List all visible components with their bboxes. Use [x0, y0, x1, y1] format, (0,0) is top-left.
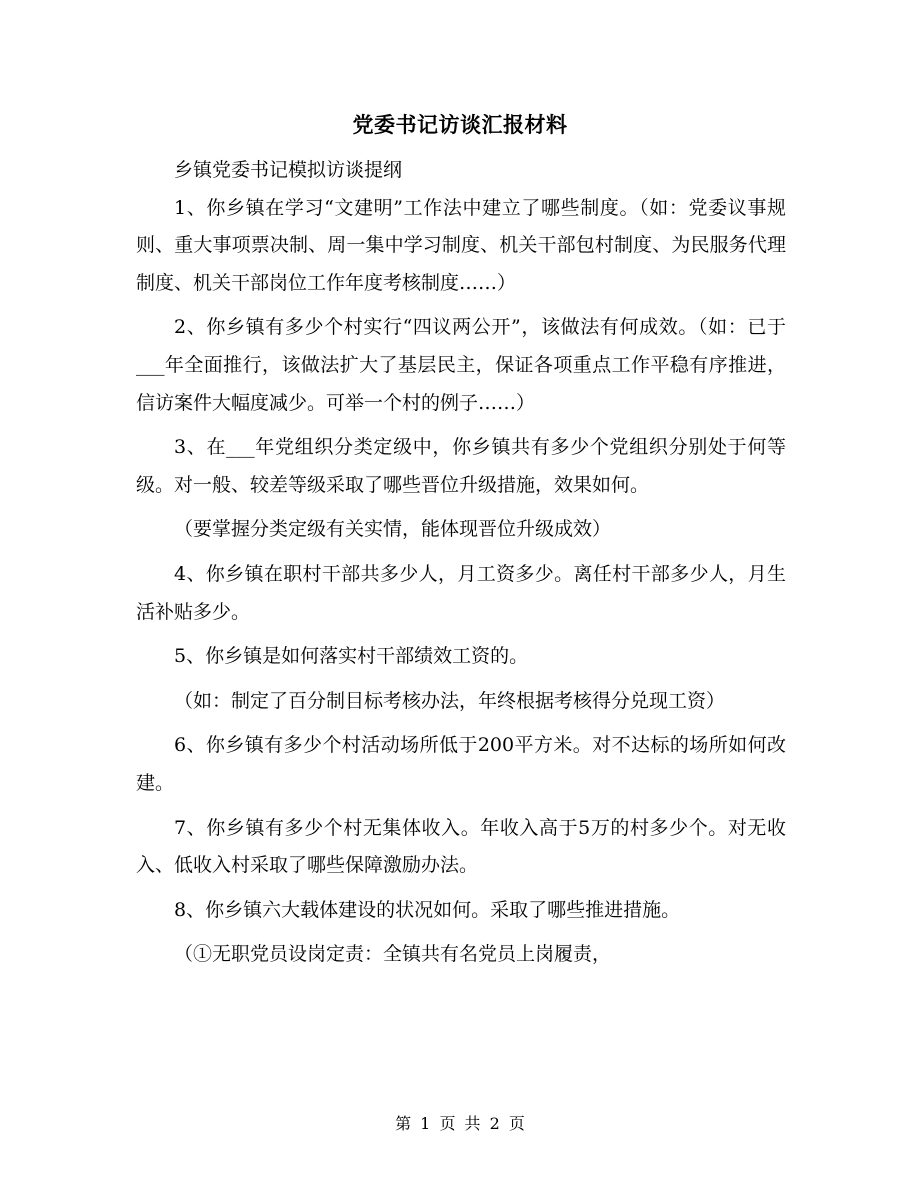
paragraph-subtitle: 乡镇党委书记模拟访谈提纲 — [174, 159, 403, 181]
paragraph-question-1: 1、你乡镇在学习“文建明”工作法中建立了哪些制度。（如：党委议事规则、重大事项票决制、周一集中学习制度、机关干部包村制度、为民服务代理制度、机关干部岗位工作年度考核制度……） — [136, 196, 786, 294]
document-body — [136, 152, 786, 974]
page-footer: 第 1 页 共 2 页 — [395, 1114, 525, 1133]
paragraph-question-5: 5、你乡镇是如何落实村干部绩效工资的。 — [174, 645, 529, 668]
paragraph-question-2: 2、你乡镇有多少个村实行“四议两公开”，该做法有何成效。（如：已于___年全面推行，该做法扩大了基层民主，保证各项重点工作平稳有序推进，信访案件大幅度减少。可举一个村的例子……） — [136, 316, 786, 414]
paragraph-question-6: 6、你乡镇有多少个村活动场所低于200平方米。对不达标的场所如何改建。 — [136, 734, 786, 794]
paragraph-note-8: （①无职党员设岗定责：全镇共有名党员上岗履责， — [174, 943, 612, 966]
paragraph-question-4: 4、你乡镇在职村干部共多少人，月工资多少。离任村干部多少人，月生活补贴多少。 — [136, 562, 786, 623]
paragraph-note-5: （如：制定了百分制目标考核办法，年终根据考核得分兑现工资） — [174, 689, 726, 712]
paragraph-question-8: 8、你乡镇六大载体建设的状况如何。采取了哪些推进措施。 — [174, 898, 681, 921]
paragraph-question-3: 3、在___年党组织分类定级中，你乡镇共有多少个党组织分别处于何等级。对一般、较差等级采取了哪些晋位升级措施，效果如何。 — [136, 436, 786, 496]
paragraph-question-7: 7、你乡镇有多少个村无集体收入。年收入高于5万的村多少个。对无收入、低收入村采取了哪些保障激励办法。 — [136, 816, 786, 877]
paragraph-note-3: （要掌握分类定级有关实情，能体现晋位升级成效） — [174, 518, 612, 541]
document-title: 党委书记访谈汇报材料 — [352, 112, 568, 137]
